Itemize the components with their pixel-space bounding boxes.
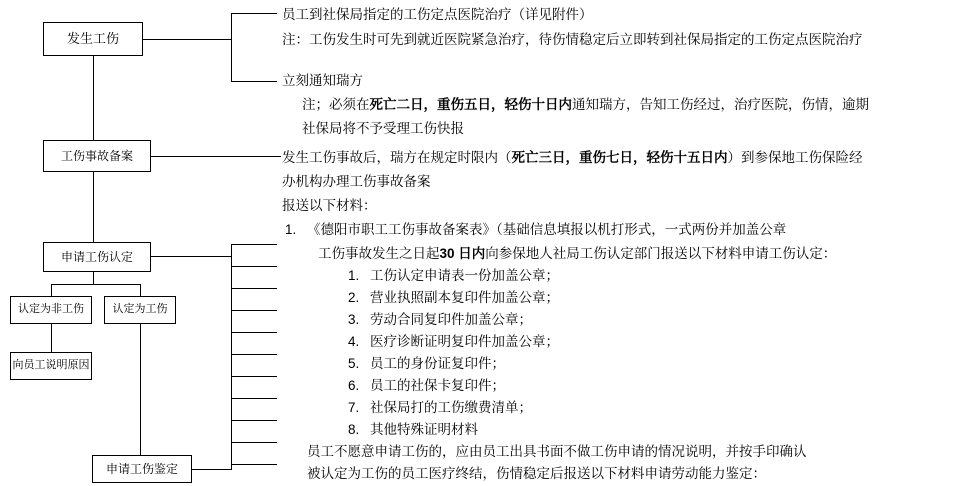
connector-to-injury <box>140 284 141 296</box>
rail-node3 <box>231 244 232 470</box>
rung-3 <box>231 288 277 289</box>
connector-injury-down <box>140 324 141 455</box>
branch1-line4-emphasis: 死亡二日，重伤五日，轻伤十日内 <box>369 97 572 112</box>
branch3-lead-emphasis: 30 日内 <box>439 246 486 261</box>
rung-9 <box>231 420 277 421</box>
node-label: 认定为工伤 <box>112 303 168 316</box>
material-number-7: 7. <box>348 400 360 415</box>
branch2-line2: 办机构办理工伤事故备案 <box>282 174 431 189</box>
branch3-lead-pre: 工伤事故发生之日起 <box>318 246 440 261</box>
rail-node1 <box>231 13 232 81</box>
connector-spine-1 <box>93 56 94 140</box>
branch1-line4-pre: 注；必须在 <box>302 97 370 112</box>
material-number-4: 4. <box>348 334 360 349</box>
rung-5 <box>231 332 277 333</box>
branch1-line1: 员工到社保局指定的工伤定点医院治疗（详见附件） <box>282 7 593 22</box>
material-number-5: 5. <box>348 356 360 371</box>
branch3-lead-post: 向参保地人社局工伤认定部门报送以下材料申请工伤认定： <box>485 246 837 261</box>
node-label: 申请工伤认定 <box>60 249 133 264</box>
material-item: 员工的社保卡复印件； <box>370 378 505 393</box>
branch2-line1-emphasis: 死亡三日，重伤七日，轻伤十五日内 <box>511 150 728 165</box>
node-explain-to-employee[interactable] <box>10 352 92 380</box>
node-apply-recognition[interactable] <box>43 242 151 272</box>
node-is-work-injury[interactable] <box>104 296 176 324</box>
rung-1 <box>231 244 277 245</box>
node-apply-appraisal[interactable] <box>92 455 192 483</box>
branch3-footer-1: 员工不愿意申请工伤的，应由员工出具书面不做工伤申请的情况说明，并按手印确认 <box>307 444 807 459</box>
rung-10 <box>231 442 277 443</box>
connector-not-injury-to-explain <box>51 324 52 352</box>
material-item: 员工的身份证复印件； <box>370 356 505 371</box>
material-item: 营业执照副本复印件加盖公章； <box>370 290 559 305</box>
connector-spine-3 <box>93 272 94 284</box>
connector-node2-right <box>151 156 281 157</box>
rung-node1-a <box>231 13 277 14</box>
material-number-1: 1. <box>348 268 360 283</box>
branch1-line4-post: 通知瑞方，告知工伤经过，治疗医院，伤情，逾期 <box>572 97 869 112</box>
rung-node1-b <box>231 81 277 82</box>
branch2-line1-pre: 发生工伤事故后，瑞方在规定时限内（ <box>282 150 512 165</box>
material-number-3: 3. <box>348 312 360 327</box>
material-number-2: 2. <box>348 290 360 305</box>
node-accident-filing[interactable] <box>43 140 151 172</box>
connector-node7-right <box>192 469 231 470</box>
node-label: 申请工伤鉴定 <box>105 461 178 476</box>
node-label: 认定为非工伤 <box>18 303 84 316</box>
connector-node1-right <box>143 39 231 40</box>
branch1-line5: 社保局将不予受理工伤快报 <box>302 121 464 136</box>
material-item: 工伤认定申请表一份加盖公章； <box>370 268 559 283</box>
material-item: 医疗诊断证明复印件加盖公章； <box>370 334 559 349</box>
branch3-lead <box>318 244 836 265</box>
connector-spine-2 <box>93 172 94 242</box>
branch1-line2: 注：工伤发生时可先到就近医院紧急治疗，待伤情稳定后立即转到社保局指定的工伤定点医院治疗 <box>282 32 863 47</box>
material-item: 劳动合同复印件加盖公章； <box>370 312 532 327</box>
node-work-injury-occurs[interactable] <box>43 22 143 56</box>
rung-4 <box>231 310 277 311</box>
branch3-footer-2: 被认定为工伤的员工医疗终结，伤情稳定后报送以下材料申请劳动能力鉴定： <box>307 466 766 481</box>
branch2-item1-number: 1. <box>285 222 297 237</box>
branch2-line1-post: ）到参保地工伤保险经 <box>727 150 863 165</box>
node-label: 向员工说明原因 <box>12 359 90 372</box>
connector-branch-bar <box>51 284 140 285</box>
rung-7 <box>231 376 277 377</box>
connector-to-not-injury <box>51 284 52 296</box>
branch2-item1-text: 《德阳市职工工伤事故备案表》（基础信息填报以机打形式，一式两份并加盖公章 <box>307 222 787 237</box>
branch1-line4 <box>302 95 869 116</box>
branch2-line1 <box>282 148 863 169</box>
branch2-line3: 报送以下材料： <box>282 198 377 213</box>
connector-node3-right <box>151 256 231 257</box>
material-item: 其他特殊证明材料 <box>370 422 478 437</box>
node-label: 工伤事故备案 <box>60 148 133 163</box>
rung-11 <box>231 464 277 465</box>
material-item: 社保局打的工伤缴费清单； <box>370 400 532 415</box>
branch1-line3: 立刻通知瑞方 <box>282 73 363 88</box>
rung-2 <box>231 266 277 267</box>
rung-8 <box>231 398 277 399</box>
node-not-work-injury[interactable] <box>10 296 92 324</box>
material-number-6: 6. <box>348 378 360 393</box>
rung-6 <box>231 354 277 355</box>
node-label: 发生工伤 <box>66 31 119 47</box>
material-number-8: 8. <box>348 422 360 437</box>
